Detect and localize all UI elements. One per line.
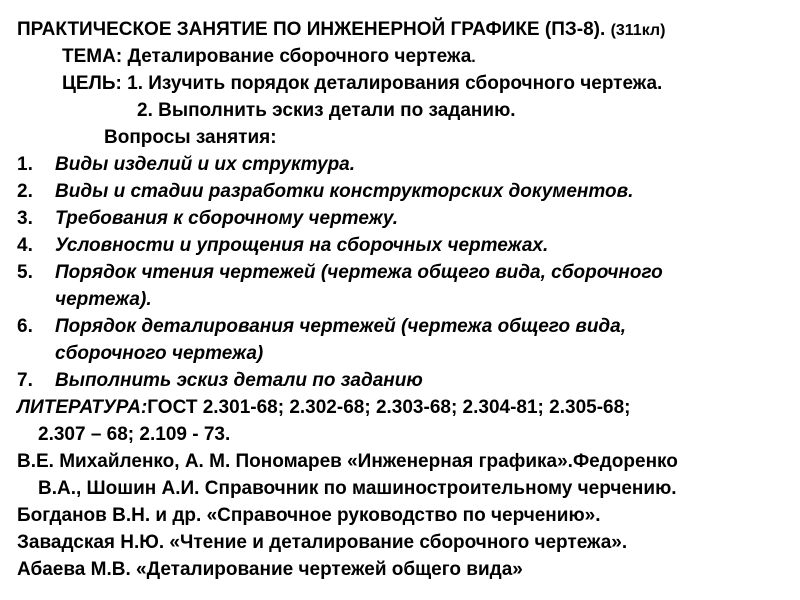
question-text: чертежа). bbox=[55, 289, 152, 310]
goal-line-1 bbox=[62, 71, 662, 97]
questions-heading bbox=[104, 125, 277, 151]
question-item bbox=[17, 206, 398, 232]
question-text: Порядок чтения чертежей (чертежа общего вида, сборочного bbox=[55, 262, 663, 283]
literature-line-2 bbox=[38, 422, 230, 448]
literature-label: ЛИТЕРАТУРА: bbox=[17, 397, 148, 418]
goal-2-text: 2. Выполнить эскиз детали по заданию. bbox=[137, 100, 516, 121]
question-number: 1. bbox=[17, 154, 33, 175]
question-text: Виды и стадии разработки конструкторских документов. bbox=[55, 181, 634, 202]
literature-line-1 bbox=[17, 395, 631, 421]
question-text: Условности и упрощения на сборочных чертежах. bbox=[55, 235, 549, 256]
gost-list-1: ГОСТ 2.301-68; 2.302-68; 2.303-68; 2.304-81; 2.305-68; bbox=[147, 397, 631, 418]
question-item bbox=[17, 152, 355, 178]
question-item bbox=[17, 260, 663, 286]
reference-text: В.Е. Михайленко, А. М. Пономарев «Инженерная графика».Федоренко bbox=[17, 451, 678, 472]
topic-period: . bbox=[471, 49, 476, 66]
goal-1-text: 1. Изучить порядок деталирования сборочного чертежа. bbox=[127, 73, 663, 94]
question-number: 6. bbox=[17, 316, 33, 337]
topic-label: ТЕМА: bbox=[62, 46, 123, 67]
title-text: ПРАКТИЧЕСКОЕ ЗАНЯТИЕ ПО ИНЖЕНЕРНОЙ ГРАФИКЕ (ПЗ-8). bbox=[17, 19, 606, 40]
topic-line bbox=[62, 44, 476, 71]
question-item bbox=[17, 233, 548, 259]
question-number: 5. bbox=[17, 262, 33, 283]
reference-continuation bbox=[38, 476, 677, 502]
reference-text: Абаева М.В. «Деталирование чертежей общего вида» bbox=[17, 559, 523, 580]
question-text: сборочного чертежа) bbox=[55, 343, 264, 364]
question-number: 3. bbox=[17, 208, 33, 229]
question-text: Выполнить эскиз детали по заданию bbox=[55, 370, 423, 391]
question-number: 2. bbox=[17, 181, 33, 202]
question-text: Виды изделий и их структура. bbox=[55, 154, 356, 175]
question-number: 4. bbox=[17, 235, 33, 256]
reference-item bbox=[17, 557, 523, 583]
question-text: Требования к сборочному чертежу. bbox=[55, 208, 398, 229]
question-number: 7. bbox=[17, 370, 33, 391]
question-text: Порядок деталирования чертежей (чертежа общего вида, bbox=[55, 316, 627, 337]
reference-text: Завадская Н.Ю. «Чтение и деталирование сборочного чертежа». bbox=[17, 532, 628, 553]
question-item bbox=[17, 314, 626, 340]
topic-text: Деталирование сборочного чертежа bbox=[127, 46, 472, 67]
room-text: (311кл) bbox=[610, 22, 666, 39]
lesson-title bbox=[17, 17, 665, 44]
question-continuation bbox=[55, 341, 263, 367]
question-item bbox=[17, 368, 423, 394]
questions-heading-text: Вопросы занятия: bbox=[104, 127, 277, 148]
goal-label: ЦЕЛЬ: bbox=[62, 73, 122, 94]
reference-item bbox=[17, 503, 601, 529]
goal-line-2 bbox=[137, 98, 516, 124]
question-continuation bbox=[55, 287, 152, 313]
reference-item bbox=[17, 449, 678, 475]
gost-list-2: 2.307 – 68; 2.109 - 73. bbox=[38, 424, 231, 445]
reference-item bbox=[17, 530, 627, 556]
reference-text: В.А., Шошин А.И. Справочник по машиностроительному черчению. bbox=[38, 478, 677, 499]
question-item bbox=[17, 179, 633, 205]
reference-text: Богданов В.Н. и др. «Справочное руководство по черчению». bbox=[17, 505, 601, 526]
